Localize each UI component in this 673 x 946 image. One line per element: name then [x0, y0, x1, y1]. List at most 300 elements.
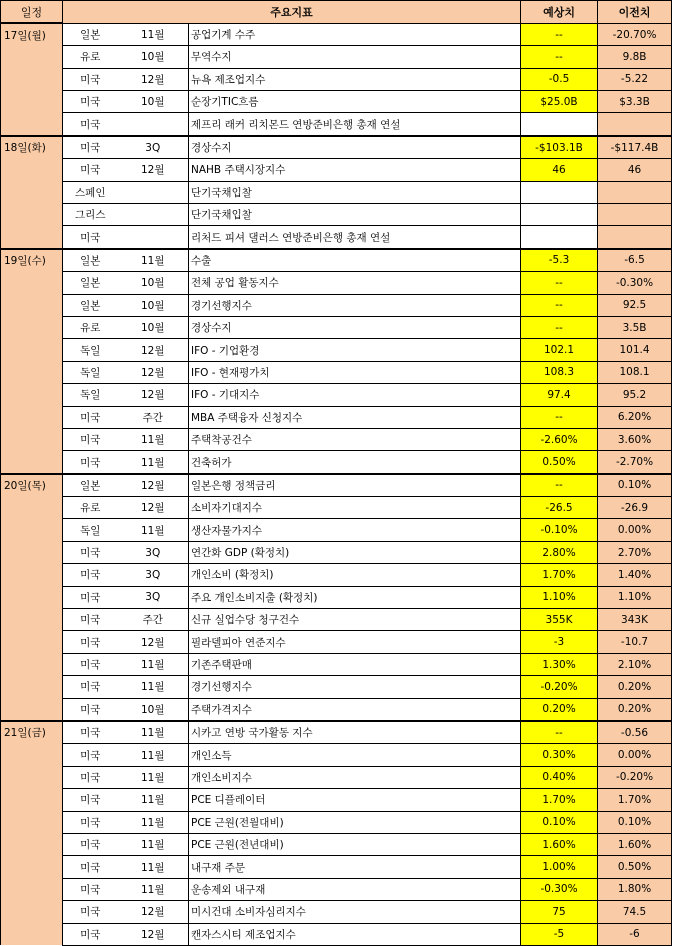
date-cell: [1, 406, 63, 428]
table-row: [1, 316, 672, 338]
previous-cell: 6.20%: [598, 406, 672, 428]
country-cell: 미국: [63, 68, 118, 90]
table-row: [1, 856, 672, 878]
period-cell: 11월: [118, 811, 189, 833]
date-cell: [1, 451, 63, 474]
spacer-cell: [443, 226, 521, 249]
period-cell: 10월: [118, 698, 189, 721]
forecast-cell: --: [521, 272, 598, 294]
indicator-cell: MBA 주택융자 신청지수: [189, 406, 443, 428]
country-cell: 일본: [63, 249, 118, 272]
country-cell: 스페인: [63, 181, 118, 203]
date-cell: [1, 609, 63, 631]
table-row: [1, 136, 672, 159]
period-cell: 11월: [118, 428, 189, 450]
forecast-cell: 46: [521, 159, 598, 181]
forecast-cell: 1.60%: [521, 833, 598, 855]
spacer-cell: [443, 46, 521, 68]
previous-cell: 343K: [598, 609, 672, 631]
indicator-cell: 무역수지: [189, 46, 443, 68]
spacer-cell: [443, 923, 521, 945]
table-row: [1, 721, 672, 744]
date-cell: [1, 856, 63, 878]
spacer-cell: [443, 676, 521, 698]
indicator-cell: PCE 디플레이터: [189, 789, 443, 811]
date-cell: [1, 631, 63, 653]
indicator-cell: 단기국채입찰: [189, 181, 443, 203]
country-cell: 미국: [63, 901, 118, 923]
date-cell: [1, 226, 63, 249]
previous-cell: -0.56: [598, 721, 672, 744]
date-cell: [1, 91, 63, 113]
forecast-cell: -2.60%: [521, 428, 598, 450]
spacer-cell: [443, 136, 521, 159]
table-row: [1, 428, 672, 450]
date-cell: [1, 68, 63, 90]
table-row: [1, 631, 672, 653]
previous-cell: 3.60%: [598, 428, 672, 450]
date-cell: [1, 901, 63, 923]
period-cell: 11월: [118, 451, 189, 474]
table-row: [1, 46, 672, 68]
forecast-cell: 75: [521, 901, 598, 923]
forecast-cell: 0.10%: [521, 811, 598, 833]
forecast-cell: [521, 204, 598, 226]
spacer-cell: [443, 159, 521, 181]
country-cell: 미국: [63, 541, 118, 563]
country-cell: 미국: [63, 113, 118, 136]
previous-cell: 74.5: [598, 901, 672, 923]
period-cell: [118, 204, 189, 226]
date-cell: [1, 564, 63, 586]
indicator-cell: IFO - 현재평가치: [189, 361, 443, 383]
table-row: [1, 744, 672, 766]
indicator-cell: 일본은행 정책금리: [189, 474, 443, 497]
period-cell: 11월: [118, 519, 189, 541]
date-cell: 19일(수): [1, 249, 63, 272]
previous-cell: 0.00%: [598, 744, 672, 766]
table-row: [1, 113, 672, 136]
previous-cell: $3.3B: [598, 91, 672, 113]
table-row: [1, 878, 672, 900]
spacer-cell: [443, 901, 521, 923]
indicator-cell: 단기국채입찰: [189, 204, 443, 226]
date-cell: [1, 744, 63, 766]
spacer-cell: [443, 339, 521, 361]
previous-cell: [598, 181, 672, 203]
spacer-cell: [443, 698, 521, 721]
forecast-cell: 1.10%: [521, 586, 598, 608]
period-cell: 11월: [118, 721, 189, 744]
previous-cell: -2.70%: [598, 451, 672, 474]
country-cell: 미국: [63, 159, 118, 181]
date-cell: [1, 159, 63, 181]
spacer-cell: [443, 91, 521, 113]
spacer-cell: [443, 316, 521, 338]
date-cell: [1, 497, 63, 519]
period-cell: 주간: [118, 406, 189, 428]
indicator-cell: 수출: [189, 249, 443, 272]
calendar-body: [1, 23, 672, 945]
date-cell: [1, 586, 63, 608]
forecast-cell: -5: [521, 923, 598, 945]
header-date: 일정: [1, 1, 63, 24]
forecast-cell: 0.30%: [521, 744, 598, 766]
table-row: [1, 811, 672, 833]
country-cell: 미국: [63, 811, 118, 833]
previous-cell: -10.7: [598, 631, 672, 653]
indicator-cell: 운송제외 내구재: [189, 878, 443, 900]
indicator-cell: 주택착공건수: [189, 428, 443, 450]
previous-cell: 1.70%: [598, 789, 672, 811]
forecast-cell: --: [521, 46, 598, 68]
date-cell: [1, 272, 63, 294]
country-cell: 일본: [63, 272, 118, 294]
country-cell: 미국: [63, 451, 118, 474]
table-row: [1, 901, 672, 923]
table-row: [1, 497, 672, 519]
table-row: [1, 519, 672, 541]
previous-cell: 0.00%: [598, 519, 672, 541]
country-cell: 미국: [63, 136, 118, 159]
country-cell: 미국: [63, 744, 118, 766]
previous-cell: -20.70%: [598, 23, 672, 45]
spacer-cell: [443, 181, 521, 203]
indicator-cell: 리처드 피셔 댈러스 연방준비은행 총재 연설: [189, 226, 443, 249]
indicator-cell: 경상수지: [189, 136, 443, 159]
period-cell: 12월: [118, 497, 189, 519]
table-row: [1, 384, 672, 406]
table-row: [1, 249, 672, 272]
indicator-cell: PCE 근원(전년대비): [189, 833, 443, 855]
country-cell: 미국: [63, 856, 118, 878]
indicator-cell: 주요 개인소비지출 (확정치): [189, 586, 443, 608]
spacer-cell: [443, 631, 521, 653]
table-row: [1, 406, 672, 428]
spacer-cell: [443, 519, 521, 541]
period-cell: 3Q: [118, 136, 189, 159]
country-cell: 독일: [63, 339, 118, 361]
spacer-cell: [443, 23, 521, 45]
previous-cell: -6: [598, 923, 672, 945]
period-cell: 12월: [118, 474, 189, 497]
date-cell: [1, 878, 63, 900]
period-cell: 12월: [118, 923, 189, 945]
country-cell: 미국: [63, 721, 118, 744]
header-previous: 이전치: [598, 1, 672, 24]
date-cell: [1, 766, 63, 788]
period-cell: 10월: [118, 316, 189, 338]
date-cell: [1, 294, 63, 316]
table-row: [1, 294, 672, 316]
previous-cell: [598, 204, 672, 226]
spacer-cell: [443, 744, 521, 766]
date-cell: [1, 541, 63, 563]
spacer-cell: [443, 856, 521, 878]
period-cell: 12월: [118, 68, 189, 90]
indicator-cell: 개인소비지수: [189, 766, 443, 788]
spacer-cell: [443, 586, 521, 608]
country-cell: 미국: [63, 653, 118, 675]
spacer-cell: [443, 406, 521, 428]
date-cell: [1, 428, 63, 450]
country-cell: 일본: [63, 23, 118, 45]
forecast-cell: 0.40%: [521, 766, 598, 788]
period-cell: [118, 181, 189, 203]
forecast-cell: --: [521, 721, 598, 744]
period-cell: 10월: [118, 294, 189, 316]
period-cell: 11월: [118, 676, 189, 698]
date-cell: [1, 676, 63, 698]
indicator-cell: PCE 근원(전월대비): [189, 811, 443, 833]
spacer-cell: [443, 68, 521, 90]
forecast-cell: $25.0B: [521, 91, 598, 113]
spacer-cell: [443, 609, 521, 631]
previous-cell: [598, 226, 672, 249]
forecast-cell: -0.5: [521, 68, 598, 90]
table-row: [1, 181, 672, 203]
forecast-cell: 1.70%: [521, 564, 598, 586]
country-cell: 유로: [63, 497, 118, 519]
indicator-cell: 뉴욕 제조업지수: [189, 68, 443, 90]
indicator-cell: 개인소득: [189, 744, 443, 766]
previous-cell: 0.10%: [598, 811, 672, 833]
table-row: [1, 23, 672, 45]
country-cell: 미국: [63, 428, 118, 450]
indicator-cell: 전체 공업 활동지수: [189, 272, 443, 294]
forecast-cell: -0.20%: [521, 676, 598, 698]
previous-cell: 108.1: [598, 361, 672, 383]
date-cell: [1, 316, 63, 338]
period-cell: 주간: [118, 609, 189, 631]
country-cell: 미국: [63, 91, 118, 113]
date-cell: [1, 789, 63, 811]
forecast-cell: 102.1: [521, 339, 598, 361]
date-cell: [1, 384, 63, 406]
forecast-cell: -26.5: [521, 497, 598, 519]
date-cell: [1, 204, 63, 226]
spacer-cell: [443, 361, 521, 383]
period-cell: 11월: [118, 744, 189, 766]
period-cell: 12월: [118, 901, 189, 923]
country-cell: 미국: [63, 676, 118, 698]
date-cell: [1, 339, 63, 361]
spacer-cell: [443, 811, 521, 833]
indicator-cell: 건축허가: [189, 451, 443, 474]
table-row: [1, 361, 672, 383]
indicator-cell: 미시건대 소비자심리지수: [189, 901, 443, 923]
header-forecast: 예상치: [521, 1, 598, 24]
country-cell: 미국: [63, 631, 118, 653]
table-row: [1, 789, 672, 811]
forecast-cell: [521, 181, 598, 203]
spacer-cell: [443, 541, 521, 563]
indicator-cell: 공업기계 수주: [189, 23, 443, 45]
spacer-cell: [443, 766, 521, 788]
forecast-cell: --: [521, 23, 598, 45]
indicator-cell: 기존주택판매: [189, 653, 443, 675]
date-cell: [1, 923, 63, 945]
spacer-cell: [443, 653, 521, 675]
period-cell: 10월: [118, 46, 189, 68]
indicator-cell: IFO - 기업환경: [189, 339, 443, 361]
indicator-cell: 소비자기대지수: [189, 497, 443, 519]
forecast-cell: 2.80%: [521, 541, 598, 563]
table-row: [1, 766, 672, 788]
country-cell: 독일: [63, 361, 118, 383]
table-row: [1, 586, 672, 608]
previous-cell: -0.30%: [598, 272, 672, 294]
forecast-cell: 108.3: [521, 361, 598, 383]
indicator-cell: 주택가격지수: [189, 698, 443, 721]
period-cell: 10월: [118, 91, 189, 113]
previous-cell: -$117.4B: [598, 136, 672, 159]
table-row: [1, 451, 672, 474]
spacer-cell: [443, 878, 521, 900]
date-cell: 18일(화): [1, 136, 63, 159]
period-cell: 11월: [118, 789, 189, 811]
period-cell: 12월: [118, 159, 189, 181]
country-cell: 미국: [63, 698, 118, 721]
date-cell: [1, 653, 63, 675]
country-cell: 미국: [63, 789, 118, 811]
previous-cell: 9.8B: [598, 46, 672, 68]
previous-cell: -26.9: [598, 497, 672, 519]
previous-cell: -5.22: [598, 68, 672, 90]
country-cell: 미국: [63, 878, 118, 900]
forecast-cell: 355K: [521, 609, 598, 631]
forecast-cell: [521, 113, 598, 136]
previous-cell: 95.2: [598, 384, 672, 406]
forecast-cell: 1.30%: [521, 653, 598, 675]
date-cell: 17일(월): [1, 23, 63, 45]
table-row: [1, 923, 672, 945]
country-cell: 미국: [63, 923, 118, 945]
previous-cell: 101.4: [598, 339, 672, 361]
forecast-cell: 1.00%: [521, 856, 598, 878]
previous-cell: [598, 113, 672, 136]
table-row: [1, 204, 672, 226]
forecast-cell: -0.30%: [521, 878, 598, 900]
previous-cell: 1.40%: [598, 564, 672, 586]
spacer-cell: [443, 789, 521, 811]
period-cell: 12월: [118, 631, 189, 653]
date-cell: [1, 113, 63, 136]
previous-cell: 0.50%: [598, 856, 672, 878]
period-cell: 12월: [118, 339, 189, 361]
country-cell: 일본: [63, 474, 118, 497]
previous-cell: 92.5: [598, 294, 672, 316]
spacer-cell: [443, 451, 521, 474]
indicator-cell: 순장기TIC흐름: [189, 91, 443, 113]
country-cell: 미국: [63, 406, 118, 428]
spacer-cell: [443, 249, 521, 272]
period-cell: 11월: [118, 878, 189, 900]
indicator-cell: 시카고 연방 국가활동 지수: [189, 721, 443, 744]
period-cell: [118, 113, 189, 136]
table-row: [1, 833, 672, 855]
previous-cell: 1.10%: [598, 586, 672, 608]
country-cell: 미국: [63, 609, 118, 631]
previous-cell: 2.10%: [598, 653, 672, 675]
previous-cell: 0.20%: [598, 676, 672, 698]
forecast-cell: -5.3: [521, 249, 598, 272]
date-cell: [1, 181, 63, 203]
header-row: [1, 1, 672, 24]
previous-cell: 1.60%: [598, 833, 672, 855]
spacer-cell: [443, 474, 521, 497]
table-row: [1, 698, 672, 721]
indicator-cell: 내구재 주문: [189, 856, 443, 878]
date-cell: [1, 811, 63, 833]
country-cell: 미국: [63, 564, 118, 586]
date-cell: 21일(금): [1, 721, 63, 744]
table-row: [1, 609, 672, 631]
spacer-cell: [443, 113, 521, 136]
spacer-cell: [443, 272, 521, 294]
table-row: [1, 564, 672, 586]
forecast-cell: -0.10%: [521, 519, 598, 541]
indicator-cell: 개인소비 (확정치): [189, 564, 443, 586]
indicator-cell: 신규 실업수당 청구건수: [189, 609, 443, 631]
indicator-cell: IFO - 기대지수: [189, 384, 443, 406]
forecast-cell: 1.70%: [521, 789, 598, 811]
indicator-cell: 캔자스시티 제조업지수: [189, 923, 443, 945]
previous-cell: 3.5B: [598, 316, 672, 338]
country-cell: 유로: [63, 46, 118, 68]
country-cell: 유로: [63, 316, 118, 338]
period-cell: 10월: [118, 272, 189, 294]
previous-cell: 0.10%: [598, 474, 672, 497]
period-cell: [118, 226, 189, 249]
spacer-cell: [443, 833, 521, 855]
period-cell: 3Q: [118, 564, 189, 586]
date-cell: [1, 361, 63, 383]
table-row: [1, 339, 672, 361]
country-cell: 미국: [63, 586, 118, 608]
table-row: [1, 91, 672, 113]
period-cell: 11월: [118, 856, 189, 878]
spacer-cell: [443, 721, 521, 744]
date-cell: [1, 698, 63, 721]
forecast-cell: --: [521, 294, 598, 316]
spacer-cell: [443, 564, 521, 586]
previous-cell: 1.80%: [598, 878, 672, 900]
table-row: [1, 474, 672, 497]
previous-cell: -0.20%: [598, 766, 672, 788]
period-cell: 11월: [118, 833, 189, 855]
indicator-cell: 제프리 래커 리치몬드 연방준비은행 총재 연설: [189, 113, 443, 136]
period-cell: 11월: [118, 766, 189, 788]
previous-cell: 0.20%: [598, 698, 672, 721]
forecast-cell: --: [521, 406, 598, 428]
forecast-cell: --: [521, 316, 598, 338]
country-cell: 독일: [63, 384, 118, 406]
indicator-cell: 경기선행지수: [189, 676, 443, 698]
period-cell: 11월: [118, 653, 189, 675]
country-cell: 독일: [63, 519, 118, 541]
date-cell: [1, 46, 63, 68]
previous-cell: 46: [598, 159, 672, 181]
previous-cell: 2.70%: [598, 541, 672, 563]
indicator-cell: NAHB 주택시장지수: [189, 159, 443, 181]
date-cell: [1, 519, 63, 541]
spacer-cell: [443, 294, 521, 316]
spacer-cell: [443, 204, 521, 226]
header-indicator: 주요지표: [63, 1, 521, 24]
indicator-cell: 경상수지: [189, 316, 443, 338]
indicator-cell: 필라델피아 연준지수: [189, 631, 443, 653]
